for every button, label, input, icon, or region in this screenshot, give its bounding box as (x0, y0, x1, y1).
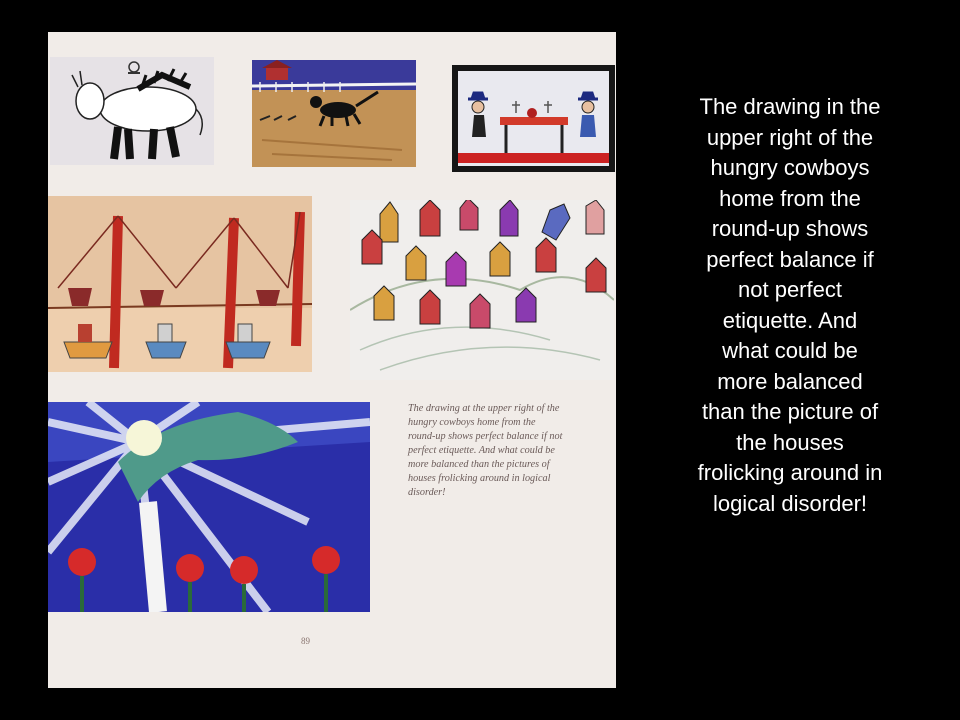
boats-and-masts-drawing (48, 196, 312, 372)
book-caption: The drawing at the upper right of the hungry cowboys home from the round-up shows perfect balance if not perfect etiquette. And what could be more balanced than the pictures of houses frolicking around in logical disorder! (408, 403, 563, 498)
cow-drawing-image (50, 57, 214, 165)
black-dog-farm-image (252, 60, 416, 167)
sun-and-flowers-image (48, 402, 370, 612)
hungry-cowboys-table-image (452, 65, 615, 172)
boats-and-masts-image (48, 196, 312, 372)
page-number: 89 (301, 636, 310, 646)
hungry-cowboys-table-drawing (452, 65, 615, 172)
frolicking-houses-image (350, 200, 614, 380)
frolicking-houses-drawing (350, 200, 614, 380)
cow-drawing (50, 57, 214, 165)
slide-description-text: The drawing in the upper right of the hungry cowboys home from the round-up shows perfect balance if not perfect etiquette. And what could be more balanced than the picture of the houses frolicking around in logical disorder! (697, 94, 883, 516)
book-page (48, 32, 616, 688)
black-dog-farm-drawing (252, 60, 416, 167)
sun-and-flowers-drawing (48, 402, 370, 612)
